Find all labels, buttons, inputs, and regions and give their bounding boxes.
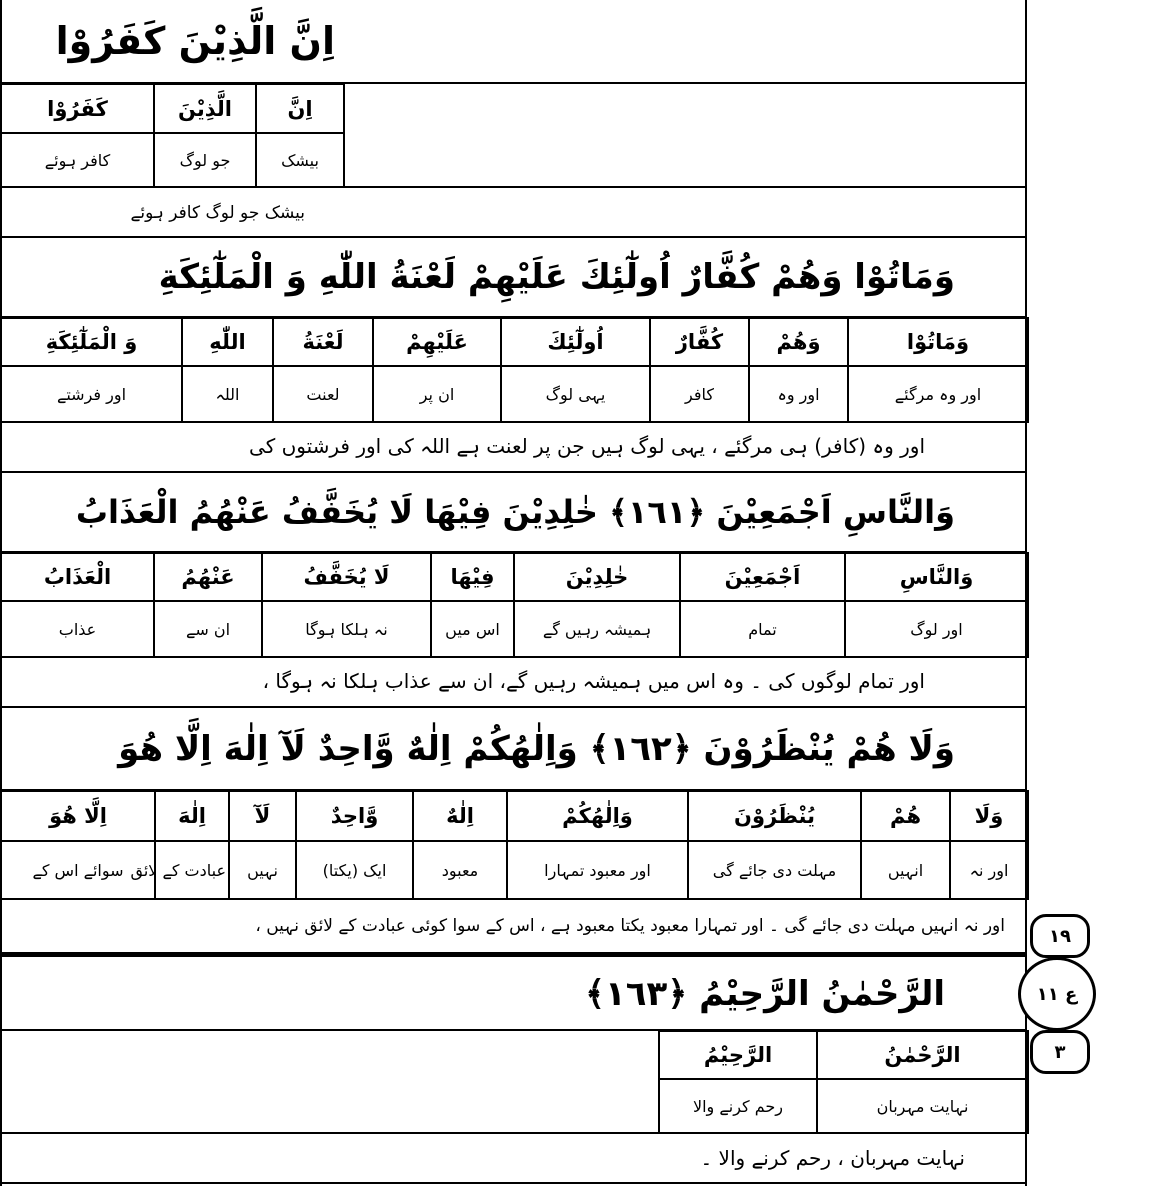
word-arabic: اِنَّ [256,84,344,133]
translation-text: اور تمام لوگوں کی ۔ وہ اس میں ہمیشہ رہیں گے، ان سے عذاب ہلکا نہ ہوگا ، [262,669,925,693]
word-arabic: لَا يُخَفَّفُ [262,553,431,601]
ayah-line [2,473,1025,553]
word-arabic: الَّذِيْنَ [154,84,256,133]
translation-text: نہایت مہربان ، رحم کرنے والا ۔ [700,1146,965,1170]
ayah-arabic: وَلَا هُمْ يُنْظَرُوْنَ ﴿١٦٢﴾ وَاِلٰهُكُمْ اِلٰهٌ وَّاحِدٌ لَآ اِلٰهَ اِلَّا هُوَ [118,729,955,769]
word-urdu: ان سے [154,601,262,657]
word-arabic: وَّاحِدٌ [296,791,413,841]
word-urdu: نہ ہلکا ہوگا [262,601,431,657]
word-arabic: وَلَا [950,791,1028,841]
word-urdu: مہلت دی جائے گی [688,841,861,899]
word-arabic: اُولٰٓئِكَ [501,318,650,366]
word-arabic: وَاِلٰهُكُمْ [507,791,688,841]
marker-top: ١٩ [1030,914,1090,958]
word-arabic: وَمَاتُوْا [848,318,1028,366]
word-urdu: عبادت کے لائق [155,841,229,899]
word-urdu: اور وہ [749,366,848,422]
marker-middle: ع ١١ [1018,957,1096,1031]
word-urdu: عذاب [1,601,154,657]
translation-line [2,898,1025,954]
ayah-line [2,708,1025,791]
word-urdu: سوائے اس کے [1,841,155,899]
word-urdu: لعنت [273,366,373,422]
word-urdu: اس میں [431,601,514,657]
word-grid [0,83,345,188]
word-arabic: فِيْهَا [431,553,514,601]
word-urdu: ہمیشہ رہیں گے [514,601,680,657]
translation-text: اور وہ (کافر) ہی مرگئے ، یہی لوگ ہیں جن پر لعنت ہے اللہ کی اور فرشتوں کی [249,434,925,458]
word-arabic: وَالنَّاسِ [845,553,1028,601]
word-arabic: عَلَيْهِمْ [373,318,501,366]
word-urdu: ایک (یکتا) [296,841,413,899]
word-urdu: اور وہ مرگئے [848,366,1028,422]
translation-line [2,656,1025,708]
word-arabic: وَهُمْ [749,318,848,366]
word-urdu: معبود [413,841,507,899]
word-arabic: الرَّحْمٰنُ [817,1031,1028,1079]
ayah-line [2,0,1025,84]
word-grid [0,317,1029,423]
ayah-line [2,238,1025,318]
marker-bottom: ٣ [1030,1030,1090,1074]
word-arabic: الرَّحِيْمُ [659,1031,817,1079]
word-arabic: كُفَّارٌ [650,318,749,366]
word-urdu: انہیں [861,841,950,899]
word-arabic: اِلٰهَ [155,791,229,841]
translation-line [2,186,1025,238]
word-urdu: تمام [680,601,845,657]
word-grid [0,790,1029,900]
word-arabic: لَعْنَةُ [273,318,373,366]
word-urdu: اور معبود تمہارا [507,841,688,899]
ayah-line [2,954,1025,1031]
ayah-arabic: وَالنَّاسِ اَجْمَعِيْنَ ﴿١٦١﴾ خٰلِدِيْنَ فِيْهَا لَا يُخَفَّفُ عَنْهُمُ الْعَذَابُ [75,493,955,531]
word-urdu: کافر ہوئے [1,133,154,187]
ayah-arabic: اِنَّ الَّذِيْنَ كَفَرُوْا [55,19,335,63]
word-arabic: عَنْهُمُ [154,553,262,601]
word-urdu: اور لوگ [845,601,1028,657]
word-arabic: يُنْظَرُوْنَ [688,791,861,841]
word-grid [0,552,1029,658]
word-arabic: اِلَّا هُوَ [1,791,155,841]
word-urdu: بیشک [256,133,344,187]
ayah-arabic: الرَّحْمٰنُ الرَّحِيْمُ ﴿١٦٣﴾ [585,973,945,1014]
translation-text: بیشک جو لوگ کافر ہوئے [130,202,305,223]
word-urdu: نہایت مہربان [817,1079,1028,1133]
word-arabic: الْعَذَابُ [1,553,154,601]
word-urdu: جو لوگ [154,133,256,187]
translation-text: اور نہ انہیں مہلت دی جائے گی ۔ اور تمہارا معبود یکتا معبود ہے ، اس کے سوا کوئی عبادت کے لائق نہیں ، [255,915,1005,936]
word-arabic: وَ الْمَلٰٓئِكَةِ [1,318,182,366]
word-arabic: اللّٰهِ [182,318,273,366]
word-urdu: یہی لوگ [501,366,650,422]
word-arabic: اِلٰهٌ [413,791,507,841]
word-grid [658,1030,1029,1134]
word-urdu: اور نہ [950,841,1028,899]
word-urdu: ان پر [373,366,501,422]
word-urdu: اور فرشتے [1,366,182,422]
word-urdu: اللہ [182,366,273,422]
word-arabic: كَفَرُوْا [1,84,154,133]
word-urdu: نہیں [229,841,296,899]
word-arabic: لَآ [229,791,296,841]
translation-line [2,421,1025,473]
translation-line [2,1132,1025,1184]
word-arabic: اَجْمَعِيْنَ [680,553,845,601]
word-urdu: رحم کرنے والا [659,1079,817,1133]
word-arabic: هُمْ [861,791,950,841]
word-arabic: خٰلِدِيْنَ [514,553,680,601]
word-urdu: کافر [650,366,749,422]
ayah-arabic: وَمَاتُوْا وَهُمْ كُفَّارٌ اُولٰٓئِكَ عَلَيْهِمْ لَعْنَةُ اللّٰهِ وَ الْمَلٰٓئِكَةِ [158,257,955,297]
